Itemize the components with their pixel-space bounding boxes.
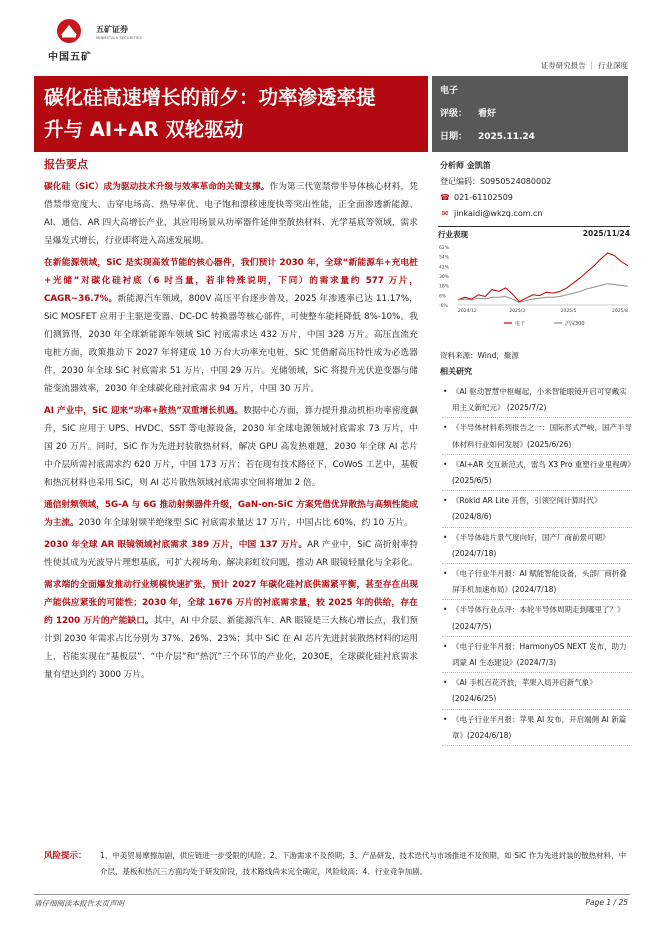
risk-label: 风险提示： [44,851,87,861]
sector: 电子 [440,86,459,96]
side-info-panel [432,76,628,152]
paragraph-body: 2030 年全球射频半绝缘型 SiC 衬底需求量达 17 万片，中国占比 60%，约 10 万片。 [78,518,413,528]
paragraph-lead: AI 产业中，SiC 迎来“功率+散热”双重增长机遇。 [44,406,244,416]
related-item[interactable]: • 《AI 手机百花齐放，苹果入局开启新气象》(2024/6/25) [442,675,632,709]
paragraph-body: AR 产业中，SiC 高折射率特性使其成为光波导片理想基底，可扩大视场角、解决彩虹纹问题，推动 AR 眼镜轻量化与全彩化。 [44,540,418,568]
related-item[interactable]: • 《半导体行业点评：本轮半导体周期走到哪里了？》(2024/7/5) [442,602,632,636]
paragraph-body: 新能源汽车领域，800V 高压平台逐步普及，2025 年渗透率已达 11.17%，SiC MOSFET 应用于主驱逆变器、DC-DC 转换器等核心部件，可使整车能耗降低 8%-10%。我们测算得，2030 年全球新能源车领域 SiC 衬底需求达 432 万片，中国 328 万片。高压直流充电桩方面，政策推动下 2027 年将建成 10 万台大功率充电桩，SiC 凭借耐高压特性成为必选器件，2030 年全球 SiC 衬底需求 51 万片，中国 29 万片。光储领域，SiC 将提升光伏逆变器与储能变流器效率，2030 年全球碳化硅衬底需求 94 万片，中国 30 万片。 [44,294,418,394]
series-line [458,284,628,303]
company-en-name: MINMETALS SECURITIES [96,36,142,40]
y-tick-label: 18% [439,284,450,290]
y-tick-label: 30% [439,275,450,280]
analyst-info [440,158,628,222]
paragraph-lead: 需求端的全面爆发推动行业规模快速扩张，预计 2027 年碳化硅衬底供需紧平衡，甚至存在出现产能供应紧张的可能性；2030 年，全球 1676 万片的衬底需求量，较 2025 年的供给，存在约 1200 万片的产能缺口。 [44,580,418,626]
company-logo [48,16,144,64]
analyst-phone-row [440,190,628,206]
y-tick-label: 42% [439,265,450,271]
page-value: 1 / 25 [606,898,628,907]
report-type: 证券研究报告 ｜ 行业深度 [540,61,628,70]
paragraph-lead: 在新能源领域，SiC 是实现高效节能的核心器件，我们预计 2030 年，全球“新能源车+充电桩+光储”对碳化硅衬底（6 吋当量，若非特殊说明，下同）的需求量约 577 万片，CAGR~36.7%。 [44,258,418,304]
data-source: 资料来源：Wind，聚源 [440,351,519,360]
analyst-reg: 登记编码：S0950524080002 [440,177,552,186]
paragraph-body: 数据中心方面，算力提升推动机柜功率密度飙升，SiC 应用于 UPS、HVDC、SST 等电源设备，2030 年全球电源领域衬底需求 73 万片，中国 20 万片。同时，SiC 作为先进封装散热材料，解决 GPU 高发热难题，2030 年全球 AI 芯片中介层所需衬底需求约 620 万片，中国 173 万片；若在现有技术路径下，CoWoS 工艺中，基板和热沉材料也采用 SiC，则 AI 芯片散热领域衬底需求空间将增加 2 倍。 [44,406,418,488]
paragraph-lead: 碳化硅（SiC）成为驱动技术升级与效率革命的关键支撑。 [44,182,270,192]
email-icon: ✉ [441,209,449,218]
perf-date: 2025/11/24 [582,229,630,238]
company-sub-name: 五矿证券 [96,25,128,34]
paragraph [44,496,418,532]
rating-label: 评级： [440,109,468,119]
page-label: Page [585,898,604,907]
date-value: 2025.11.24 [478,132,535,142]
paragraph-body: 其中，AI 中介层、新能源汽车、AR 眼镜是三大核心增长点，我们预计到 2030 年需求占比分别为 37%、26%、23%；其中 SiC 在 AI 芯片先进封装散热材料的运用上，若能实现在“基板层”、“中介层”和“热沉”三个环节的产业化，2030E，全球碳化硅衬底需求量有望达到约 3000 万片。 [44,616,418,680]
series-line [458,253,628,302]
rating-value: 看好 [478,109,497,119]
x-tick-label: 2025/8 [612,309,628,314]
minmetals-emblem-icon [56,18,82,44]
phone-icon: ☎ [440,193,450,202]
analyst-email-row [440,206,628,222]
risk-text: 1、中美贸易摩擦加剧，供应链进一步受限的风险；2、下游需求不及预期；3、产品研发、技术迭代与市场推进不及预期，如 SiC 作为先进封装的散热材料，中介层、基板和热沉三方面均处于研发阶段，技术路线尚未完全确定，风险较高；4、行业竞争加剧。 [100,851,627,876]
company-cn-name: 中国五矿 [48,52,92,63]
footer-divider [34,894,630,895]
related-item[interactable]: • 《半导体硅片景气度向好，国产厂商前景可期》(2024/7/18) [442,530,632,564]
related-item[interactable]: • 《电子行业半月报：苹果 AI 发布，开启端侧 AI 新篇章》(2024/6/18) [442,712,632,746]
section-title: 报告要点 [44,158,88,171]
paragraph-body: 作为第三代宽禁带半导体核心材料，凭借禁带宽度大、击穿电场高、热导率优、电子饱和漂移速度快等突出性能，正全面渗透新能源、AI、通信、AR 四大高增长产业，其应用场景从功率器件延伸至散热材料、光学基底等领域，需求呈爆发式增长，行业即将进入高速发展期。 [44,182,418,246]
x-tick-label: 2025/3 [509,309,526,314]
y-tick-label: 62% [439,246,450,251]
paragraph-lead: 通信射频领域，5G-A 与 6G 推动射频器件升级，GaN-on-SiC 方案凭借优异散热与高频性能成为主流。 [44,500,418,528]
paragraph [44,402,418,492]
report-title-line1: 碳化硅高速增长的前夕：功率渗透率提 [44,86,376,109]
main-content [44,178,418,688]
risk-warning [44,848,630,880]
analyst-phone: 021-61102509 [454,193,513,202]
legend-label: 沪深300 [565,321,585,327]
paragraph [44,178,418,250]
performance-chart [438,243,630,343]
legend-label: 电子 [515,321,526,327]
paragraph [44,576,418,684]
report-title-line2: 升与 AI+AR 双轮驱动 [44,118,244,141]
analyst-email[interactable]: jinkaidi@wkzq.com.cn [454,209,543,218]
related-title: 相关研究 [440,367,472,376]
y-tick-label: 6% [439,294,447,300]
related-item[interactable]: • 《Rokid AR Lite 开售，引领空间计算时代》(2024/8/6) [442,493,632,527]
page-number [585,898,628,907]
related-item[interactable]: • 《半导体材料系列报告之一：国际形式严峻，国产半导体材料行业如何发展》(2025/6/26) [442,420,632,454]
y-tick-label: -6% [439,304,448,309]
related-item[interactable]: • 《电子行业半月报：HarmonyOS NEXT 发布，助力鸿蒙 AI 生态建设》(2024/7/3) [442,639,632,673]
analyst-name: 分析师 金凯笛 [440,161,491,170]
perf-title: 行业表现 [438,230,468,239]
report-title [34,76,428,152]
related-research-list [442,384,632,748]
related-item[interactable]: • 《AI 驱动智慧中枢崛起，小米智能眼镜开启可穿戴实用主义新纪元》 (2025/7/2) [442,384,632,418]
paragraph-lead: 2030 年全球 AR 眼镜领域衬底需求 389 万片，中国 137 万片。 [44,540,308,550]
date-label: 日期： [440,132,468,142]
related-item[interactable]: • 《电子行业半月报：AI 赋能智能设备，头部厂商折叠屏手机加速布局》(2024/7/18) [442,566,632,600]
x-tick-label: 2024/12 [458,309,477,314]
x-tick-label: 2025/5 [560,309,577,314]
footer-disclaimer: 请仔细阅读本报告末页声明 [34,899,124,908]
industry-performance [438,226,630,344]
y-tick-label: 54% [439,255,450,261]
paragraph [44,536,418,572]
rating-row [440,103,620,126]
related-item[interactable]: • 《AI+AR 交互新范式，雷鸟 X3 Pro 重塑行业里程碑》(2025/6/5) [442,457,632,491]
date-row [440,126,620,149]
paragraph [44,254,418,398]
